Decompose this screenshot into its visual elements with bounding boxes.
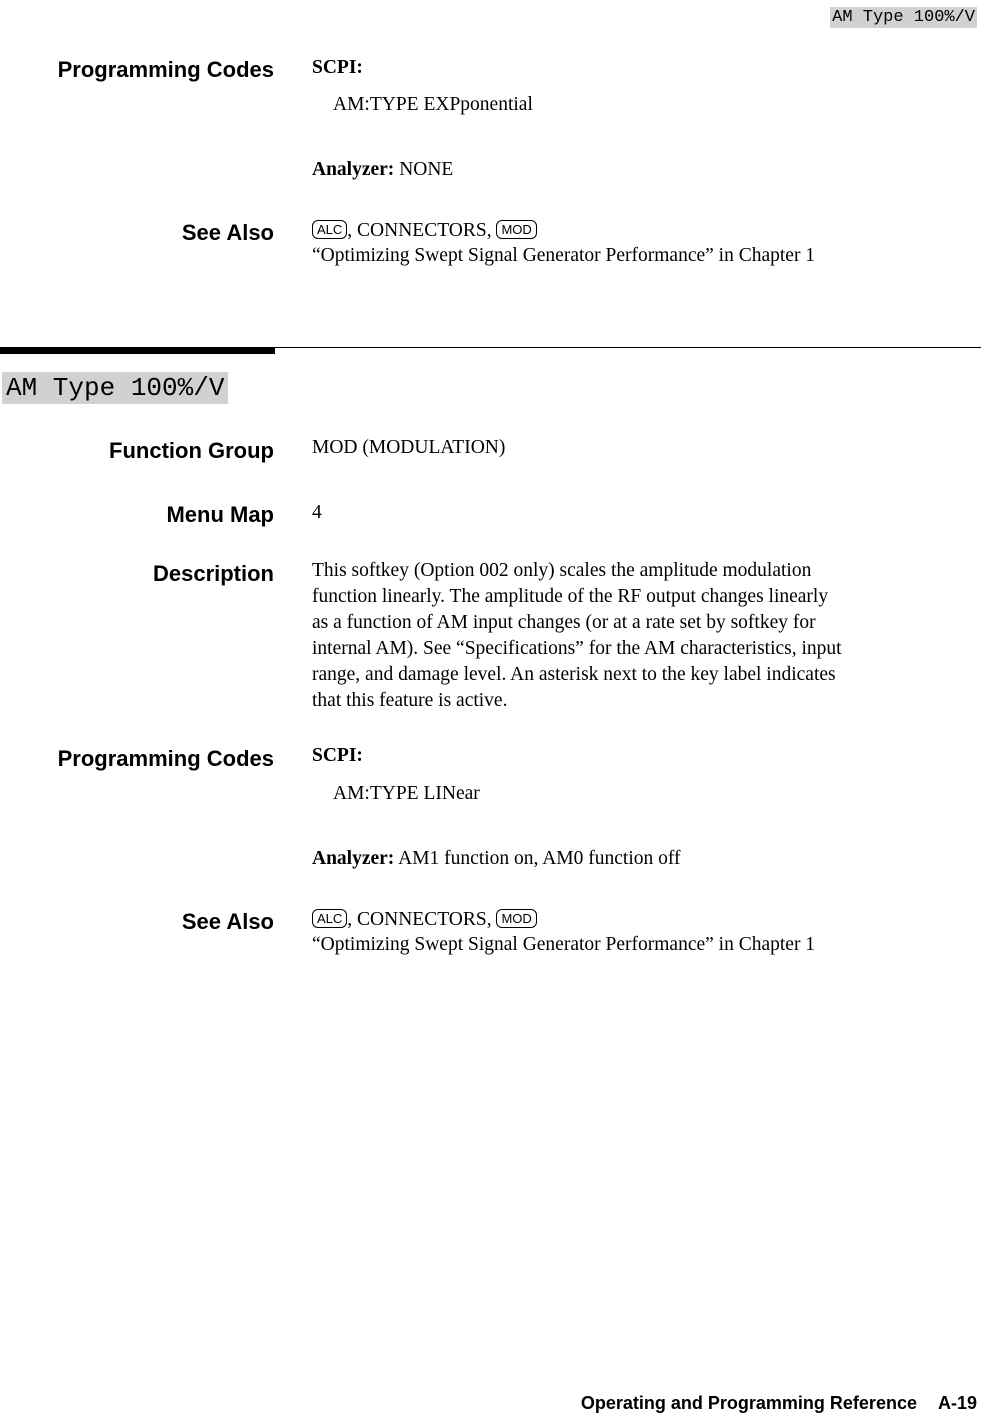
menu-map-label: Menu Map (166, 502, 274, 527)
menu-map-value: 4 (312, 502, 322, 523)
scpi-command: AM:TYPE LINear (333, 783, 480, 804)
prev-see-also-label: See Also (181, 220, 274, 245)
scpi-label: SCPI: (312, 745, 363, 766)
description-line: function linearly. The amplitude of the RF output changes linearly (312, 586, 829, 607)
alc-key: ALC (312, 909, 347, 928)
footer-section: Operating and Programming Reference (580, 1393, 917, 1413)
description-line: This softkey (Option 002 only) scales the amplitude modulation (312, 560, 812, 581)
description-line: as a function of AM input changes (or at a rate set by softkey for (312, 612, 816, 633)
prev-analyzer-value: NONE (399, 159, 454, 180)
footer-page-number: A-19 (937, 1393, 977, 1413)
mod-key: MOD (496, 220, 536, 239)
entry-title: AM Type 100%/V (2, 372, 228, 404)
alc-key: ALC (312, 220, 347, 239)
see-also-connectors: CONNECTORS, (357, 220, 492, 241)
description-text (312, 558, 842, 714)
running-head: AM Type 100%/V (832, 8, 975, 27)
function-group-value: MOD (MODULATION) (312, 437, 506, 458)
see-also-label: See Also (181, 909, 274, 934)
see-also-connectors: CONNECTORS, (357, 909, 492, 930)
analyzer-label: Analyzer: (312, 848, 395, 869)
see-also-separator: , (347, 220, 353, 241)
entry-divider-thick (0, 347, 275, 354)
analyzer-line (312, 846, 681, 872)
programming-codes-label: Programming Codes (57, 746, 274, 771)
see-also-separator: , (347, 909, 353, 930)
prev-analyzer-line (312, 157, 453, 183)
mod-key: MOD (496, 909, 536, 928)
prev-scpi-label: SCPI: (312, 57, 363, 78)
prev-scpi-command: AM:TYPE EXPponential (333, 94, 533, 115)
analyzer-value: AM1 function on, AM0 function off (398, 848, 681, 869)
page-footer (581, 1394, 977, 1412)
description-label: Description (152, 561, 274, 586)
prev-see-also-line2: “Optimizing Swept Signal Generator Performance” in Chapter 1 (312, 245, 816, 266)
function-group-label: Function Group (109, 438, 274, 463)
prev-see-also-line1 (312, 218, 537, 244)
entry-divider-thin (275, 347, 981, 348)
see-also-line1 (312, 907, 537, 933)
prev-analyzer-label: Analyzer: (312, 159, 395, 180)
prev-programming-codes-label: Programming Codes (57, 57, 274, 82)
description-line: that this feature is active. (312, 690, 508, 711)
description-line: internal AM). See “Specifications” for the AM characteristics, input (312, 638, 842, 659)
see-also-line2: “Optimizing Swept Signal Generator Performance” in Chapter 1 (312, 934, 816, 955)
description-line: range, and damage level. An asterisk next to the key label indicates (312, 664, 836, 685)
